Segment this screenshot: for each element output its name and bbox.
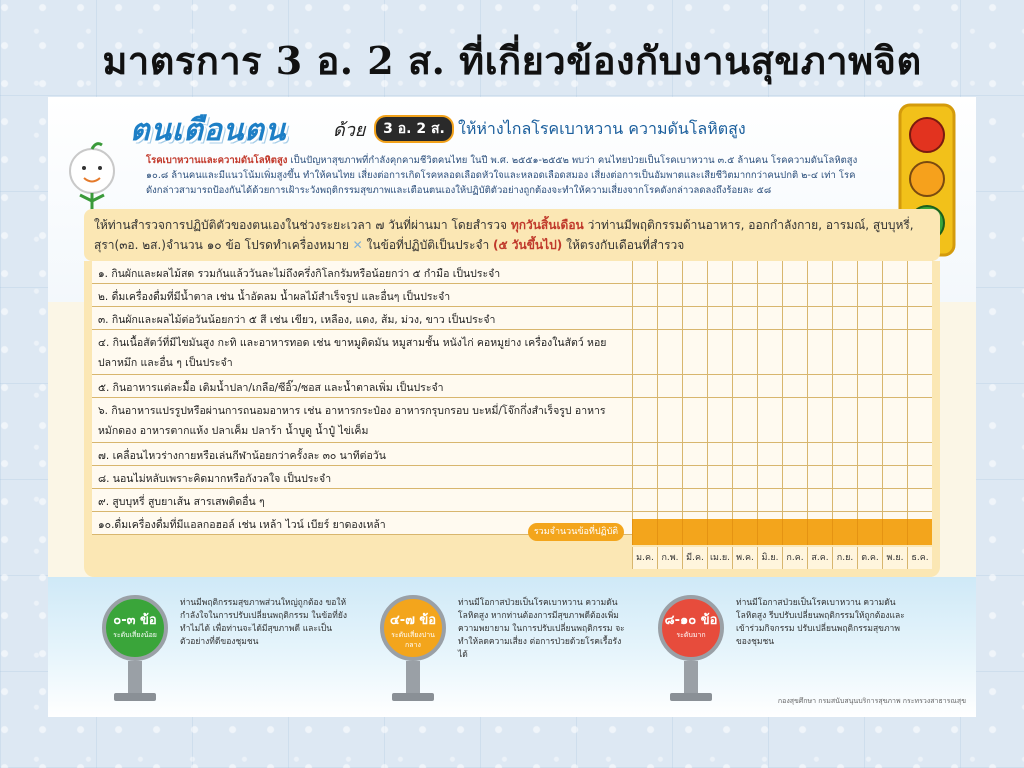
month-checkbox-cell[interactable]	[732, 284, 757, 306]
month-checkbox-cell[interactable]	[782, 307, 807, 329]
month-checkbox-cell[interactable]	[757, 261, 782, 283]
instruction-text-2: ว่าท่านมีพฤติกรรมด้านอาหาร, ออกกำลังกาย, อารมณ์, สูบบุหรี่, สุรา(๓อ. ๒ส.)จำนวน ๑๐ ข้อ โปรดทำเครื่องหมาย	[94, 218, 914, 252]
month-checkbox-cell[interactable]	[832, 330, 857, 374]
month-checkbox-cell[interactable]	[657, 307, 682, 329]
slide-title: มาตรการ 3 อ. 2 ส. ที่เกี่ยวข้องกับงานสุขภาพจิต	[102, 38, 922, 83]
month-checkbox-cell[interactable]	[732, 443, 757, 465]
checklist-item-text: ๑๐.ดื่มเครื่องดื่มที่มีแอลกอฮอล์ เช่น เหล้า ไวน์ เบียร์ ยาดองเหล้า	[98, 519, 386, 531]
month-checkbox-cell[interactable]	[632, 330, 657, 374]
risk-count-medium: ๔-๗ ข้อ	[389, 613, 437, 628]
month-checkbox-cell[interactable]	[632, 307, 657, 329]
month-checkbox-cell[interactable]	[757, 489, 782, 511]
instruction-text-3: ในข้อที่ปฏิบัติเป็นประจำ	[362, 238, 494, 252]
month-label: มี.ค.	[682, 547, 707, 569]
month-label: ส.ค.	[807, 547, 832, 569]
instruction-text-1: ให้ท่านสำรวจการปฏิบัติตัวของตนเองในช่วงระยะเวลา ๗ วันที่ผ่านมา โดยสำรวจ	[94, 218, 511, 232]
month-checkbox-cell[interactable]	[857, 398, 882, 442]
month-checkbox-cell[interactable]	[882, 489, 907, 511]
month-checkbox-cell[interactable]	[682, 466, 707, 488]
month-checkbox-cell[interactable]	[732, 307, 757, 329]
month-label: พ.ย.	[882, 547, 907, 569]
month-checkbox-cell[interactable]	[832, 398, 857, 442]
month-checkbox-cell[interactable]	[882, 519, 907, 545]
month-checkbox-cell[interactable]	[707, 284, 732, 306]
month-checkbox-cell[interactable]	[907, 284, 932, 306]
month-checkbox-cell[interactable]	[807, 284, 832, 306]
month-checkbox-cell[interactable]	[707, 375, 732, 397]
poster-credit: กองสุขศึกษา กรมสนับสนุนบริการสุขภาพ กระทรวงสาธารณสุข	[777, 697, 966, 705]
risk-level-medium	[366, 589, 636, 709]
risk-text-medium: ท่านมีโอกาสป่วยเป็นโรคเบาหวาน ความดันโลหิตสูง หากท่านต้องการมีสุขภาพดีต้องเพิ่มความพยายาม ในการปรับเปลี่ยนพฤติกรรม จะทำให้ลดความเสี่ยง ต่อการป่วยด้วยโรคเรื้อรังได้	[458, 598, 625, 660]
month-label: ก.ค.	[782, 547, 807, 569]
month-checkbox-cell[interactable]	[907, 398, 932, 442]
month-cells	[632, 466, 932, 488]
month-label: ต.ค.	[857, 547, 882, 569]
month-checkbox-cell[interactable]	[857, 284, 882, 306]
risk-label-high: ระดับมาก	[676, 631, 706, 639]
month-checkbox-cell[interactable]	[707, 466, 732, 488]
month-checkbox-cell[interactable]	[732, 398, 757, 442]
month-header	[632, 547, 932, 569]
sign-base	[114, 693, 156, 701]
risk-level-high	[644, 589, 914, 709]
month-checkbox-cell[interactable]	[682, 519, 707, 545]
month-checkbox-cell[interactable]	[757, 443, 782, 465]
month-checkbox-cell[interactable]	[907, 489, 932, 511]
month-checkbox-cell[interactable]	[882, 284, 907, 306]
month-cells	[632, 261, 932, 283]
checklist-item-text: ๖. กินอาหารแปรรูปหรือผ่านการถนอมอาหาร เช่น อาหารกระป๋อง อาหารกรุบกรอบ บะหมี่/โจ๊กกึ่งสำเร็จรูป อาหารหมักดอง อาหารตากแห้ง ปลาเค็ม ปลาร้า น้ำบูดู น้ำปู๋ ไข่เค็ม	[98, 405, 606, 437]
month-checkbox-cell[interactable]	[832, 443, 857, 465]
month-checkbox-cell[interactable]	[782, 466, 807, 488]
month-checkbox-cell[interactable]	[882, 375, 907, 397]
month-checkbox-cell[interactable]	[682, 307, 707, 329]
month-checkbox-cell[interactable]	[907, 466, 932, 488]
month-checkbox-cell[interactable]	[832, 489, 857, 511]
month-checkbox-cell[interactable]	[632, 489, 657, 511]
month-checkbox-cell[interactable]	[732, 466, 757, 488]
risk-label-medium: ระดับเสี่ยงปานกลาง	[391, 631, 435, 649]
checklist-row	[92, 261, 932, 284]
checklist-row	[92, 375, 932, 398]
month-checkbox-cell[interactable]	[807, 489, 832, 511]
month-cells	[632, 330, 932, 374]
poster	[48, 97, 976, 717]
month-checkbox-cell[interactable]	[707, 489, 732, 511]
month-checkbox-cell[interactable]	[682, 284, 707, 306]
month-checkbox-cell[interactable]	[832, 375, 857, 397]
month-checkbox-cell[interactable]	[907, 519, 932, 545]
month-checkbox-cell[interactable]	[632, 284, 657, 306]
month-label: เม.ย.	[707, 547, 732, 569]
month-checkbox-cell[interactable]	[757, 307, 782, 329]
month-checkbox-cell[interactable]	[857, 330, 882, 374]
month-checkbox-cell[interactable]	[757, 375, 782, 397]
month-checkbox-cell[interactable]	[732, 261, 757, 283]
risk-circle-high	[658, 595, 724, 661]
month-checkbox-cell[interactable]	[732, 519, 757, 545]
month-label: ม.ค.	[632, 547, 657, 569]
month-checkbox-cell[interactable]	[807, 330, 832, 374]
month-checkbox-cell[interactable]	[632, 443, 657, 465]
month-checkbox-cell[interactable]	[832, 466, 857, 488]
month-checkbox-cell[interactable]	[632, 466, 657, 488]
month-checkbox-cell[interactable]	[857, 375, 882, 397]
month-checkbox-cell[interactable]	[857, 466, 882, 488]
month-checkbox-cell[interactable]	[657, 466, 682, 488]
poster-tagline: ให้ห่างไกลโรคเบาหวาน ความดันโลหิตสูง	[458, 119, 746, 138]
risk-text-low: ท่านมีพฤติกรรมสุขภาพส่วนใหญ่ถูกต้อง ขอให้กำลังใจในการปรับเปลี่ยนพฤติกรรม ในข้อที่ยังทำไม่ได้ เพื่อท่านจะได้มีสุขภาพดี และเป็นตัวอย่างที่ดีของชุมชน	[180, 598, 347, 647]
checklist-item-text: ๙. สูบบุหรี่ สูบยาเส้น สารเสพติดอื่น ๆ	[98, 496, 265, 508]
checklist-item-text: ๗. เคลื่อนไหวร่างกายหรือเล่นกีฬาน้อยกว่าครั้งละ ๓๐ นาทีต่อวัน	[98, 450, 386, 462]
month-checkbox-cell[interactable]	[907, 307, 932, 329]
month-checkbox-cell[interactable]	[782, 284, 807, 306]
month-checkbox-cell[interactable]	[882, 261, 907, 283]
intro-text: เป็นปัญหาสุขภาพที่กำลังคุกคามชีวิตคนไทย ในปี พ.ศ. ๒๕๕๑-๒๕๕๒ พบว่า คนไทยป่วยเป็นโรคเบาหวาน ๓.๕ ล้านคน โรคความดันโลหิตสูง ๑๐.๘ ล้านคนและมีแนวโน้มเพิ่มสูงขึ้น ทำให้คนไทย เสี่ยงต่อการเกิดโรคหลอดเลือดหัวใจและหลอดเลือดสมอง เสี่ยงต่อการเป็นอัมพาตและเสียชีวิตมากกว่าคนปกติ ๒-๔ เท่า โรคดังกล่าวสามารถป้องกันได้ด้วยการเฝ้าระวังพฤติกรรมสุขภาพและเตือนตนเองให้ปฏิบัติตัวอย่างถูกต้องจะทำให้ความเสี่ยงจากโรคดังกล่าวลดลงถึงร้อยละ ๕๘	[146, 155, 858, 196]
month-checkbox-cell[interactable]	[682, 261, 707, 283]
month-checkbox-cell[interactable]	[682, 443, 707, 465]
month-checkbox-cell[interactable]	[832, 261, 857, 283]
month-checkbox-cell[interactable]	[657, 375, 682, 397]
month-checkbox-cell[interactable]	[757, 398, 782, 442]
x-mark-icon: ✕	[352, 238, 363, 252]
risk-count-high: ๘-๑๐ ข้อ	[664, 613, 718, 628]
checklist-row	[92, 330, 932, 375]
month-cells	[632, 375, 932, 397]
month-checkbox-cell[interactable]	[782, 375, 807, 397]
month-checkbox-cell[interactable]	[782, 398, 807, 442]
month-checkbox-cell[interactable]	[907, 261, 932, 283]
month-checkbox-cell[interactable]	[807, 466, 832, 488]
risk-circle-medium	[380, 595, 446, 661]
month-checkbox-cell[interactable]	[857, 489, 882, 511]
month-checkbox-cell[interactable]	[657, 443, 682, 465]
checklist-row	[92, 489, 932, 512]
checklist-item-text: ๕. กินอาหารแต่ละมื้อ เติมน้ำปลา/เกลือ/ซีอิ๊ว/ซอส และน้ำตาลเพิ่ม เป็นประจำ	[98, 382, 444, 394]
intro-paragraph	[146, 153, 858, 198]
month-checkbox-cell[interactable]	[832, 519, 857, 545]
checklist-row	[92, 398, 932, 443]
sum-label: รวมจำนวนข้อที่ปฏิบัติ	[528, 523, 624, 541]
checklist-rows	[92, 261, 932, 535]
risk-level-low	[88, 589, 358, 709]
month-checkbox-cell[interactable]	[882, 398, 907, 442]
month-checkbox-cell[interactable]	[732, 489, 757, 511]
month-checkbox-cell[interactable]	[707, 330, 732, 374]
month-cells	[632, 489, 932, 511]
month-checkbox-cell[interactable]	[882, 466, 907, 488]
month-checkbox-cell[interactable]	[632, 519, 657, 545]
month-checkbox-cell[interactable]	[907, 375, 932, 397]
checklist-row	[92, 443, 932, 466]
month-checkbox-cell[interactable]	[882, 307, 907, 329]
month-checkbox-cell[interactable]	[782, 330, 807, 374]
month-checkbox-cell[interactable]	[857, 261, 882, 283]
month-checkbox-cell[interactable]	[807, 261, 832, 283]
checklist-row	[92, 466, 932, 489]
month-checkbox-cell[interactable]	[807, 519, 832, 545]
3a2s-badge: 3 อ. 2 ส.	[374, 115, 454, 143]
month-checkbox-cell[interactable]	[907, 443, 932, 465]
month-checkbox-cell[interactable]	[882, 330, 907, 374]
sum-cells	[632, 519, 932, 545]
checklist-item-text: ๔. กินเนื้อสัตว์ที่มีไขมันสูง กะทิ และอาหารทอด เช่น ขาหมูติดมัน หมูสามชั้น หนังไก่ คอหมูย่าง เครื่องในสัตว์ หอย ปลาหมึก และอื่น ๆ เป็นประจำ	[98, 337, 607, 369]
month-checkbox-cell[interactable]	[782, 443, 807, 465]
month-checkbox-cell[interactable]	[732, 330, 757, 374]
intro-highlight: โรคเบาหวานและความดันโลหิตสูง	[146, 155, 288, 166]
month-checkbox-cell[interactable]	[782, 261, 807, 283]
month-checkbox-cell[interactable]	[632, 398, 657, 442]
month-checkbox-cell[interactable]	[857, 519, 882, 545]
checklist-row	[92, 284, 932, 307]
month-checkbox-cell[interactable]	[832, 307, 857, 329]
month-checkbox-cell[interactable]	[707, 443, 732, 465]
month-checkbox-cell[interactable]	[782, 519, 807, 545]
month-label: พ.ค.	[732, 547, 757, 569]
month-checkbox-cell[interactable]	[757, 519, 782, 545]
checklist-item-text: ๓. กินผักและผลไม้ต่อวันน้อยกว่า ๕ สี เช่น เขียว, เหลือง, แดง, ส้ม, ม่วง, ขาว เป็นประจำ	[98, 314, 496, 326]
sign-base	[392, 693, 434, 701]
month-cells	[632, 443, 932, 465]
month-checkbox-cell[interactable]	[882, 443, 907, 465]
month-cells	[632, 398, 932, 442]
risk-count-low: ๐-๓ ข้อ	[113, 613, 157, 628]
instruction-box	[84, 209, 940, 261]
month-checkbox-cell[interactable]	[657, 261, 682, 283]
risk-levels	[48, 577, 976, 717]
month-checkbox-cell[interactable]	[632, 375, 657, 397]
instruction-text-4: ให้ตรงกับเดือนที่สำรวจ	[562, 238, 685, 252]
month-checkbox-cell[interactable]	[707, 307, 732, 329]
month-checkbox-cell[interactable]	[657, 284, 682, 306]
month-checkbox-cell[interactable]	[907, 330, 932, 374]
month-checkbox-cell[interactable]	[757, 466, 782, 488]
checklist-item-text: ๒. ดื่มเครื่องดื่มที่มีน้ำตาล เช่น น้ำอัดลม น้ำผลไม้สำเร็จรูป และอื่นๆ เป็นประจำ	[98, 291, 451, 303]
month-checkbox-cell[interactable]	[707, 261, 732, 283]
month-checkbox-cell[interactable]	[657, 489, 682, 511]
month-checkbox-cell[interactable]	[657, 330, 682, 374]
risk-label-low: ระดับเสี่ยงน้อย	[113, 631, 157, 639]
month-checkbox-cell[interactable]	[757, 284, 782, 306]
month-checkbox-cell[interactable]	[707, 519, 732, 545]
month-label: ธ.ค.	[907, 547, 932, 569]
month-checkbox-cell[interactable]	[682, 375, 707, 397]
month-checkbox-cell[interactable]	[857, 443, 882, 465]
month-checkbox-cell[interactable]	[657, 398, 682, 442]
checklist-item-text: ๘. นอนไม่หลับเพราะคิดมากหรือกังวลใจ เป็นประจำ	[98, 473, 332, 485]
checklist-table	[84, 261, 940, 577]
instruction-highlight-2: (๕ วันขึ้นไป)	[493, 238, 563, 252]
month-cells	[632, 307, 932, 329]
checklist-row	[92, 307, 932, 330]
month-checkbox-cell[interactable]	[857, 307, 882, 329]
month-checkbox-cell[interactable]	[732, 375, 757, 397]
month-checkbox-cell[interactable]	[682, 398, 707, 442]
risk-text-high: ท่านมีโอกาสป่วยเป็นโรคเบาหวาน ความดันโลหิตสูง รีบปรับเปลี่ยนพฤติกรรมให้ถูกต้องและเข้าร่วมกิจกรรม ปรับเปลี่ยนพฤติกรรมสุขภาพของชุมชน	[736, 598, 905, 647]
instruction-highlight: ทุกวันสิ้นเดือน	[510, 218, 584, 232]
poster-brand-with: ด้วย	[333, 120, 366, 141]
month-label: ก.พ.	[657, 547, 682, 569]
month-checkbox-cell[interactable]	[832, 284, 857, 306]
month-checkbox-cell[interactable]	[807, 398, 832, 442]
month-checkbox-cell[interactable]	[707, 398, 732, 442]
sum-row	[92, 519, 932, 545]
month-checkbox-cell[interactable]	[757, 330, 782, 374]
month-checkbox-cell[interactable]	[807, 443, 832, 465]
month-cells	[632, 284, 932, 306]
month-checkbox-cell[interactable]	[682, 489, 707, 511]
risk-circle-low	[102, 595, 168, 661]
month-label: ก.ย.	[832, 547, 857, 569]
month-checkbox-cell[interactable]	[782, 489, 807, 511]
month-checkbox-cell[interactable]	[632, 261, 657, 283]
month-checkbox-cell[interactable]	[807, 307, 832, 329]
month-checkbox-cell[interactable]	[807, 375, 832, 397]
month-checkbox-cell[interactable]	[657, 519, 682, 545]
month-label: มิ.ย.	[757, 547, 782, 569]
checklist-item-text: ๑. กินผักและผลไม้สด รวมกันแล้ววันละไม่ถึงครึ่งกิโลกรัมหรือน้อยกว่า ๕ กำมือ เป็นประจำ	[98, 268, 501, 280]
month-checkbox-cell[interactable]	[682, 330, 707, 374]
poster-brand: ตนเตือนตน	[130, 113, 287, 148]
sign-base	[670, 693, 712, 701]
